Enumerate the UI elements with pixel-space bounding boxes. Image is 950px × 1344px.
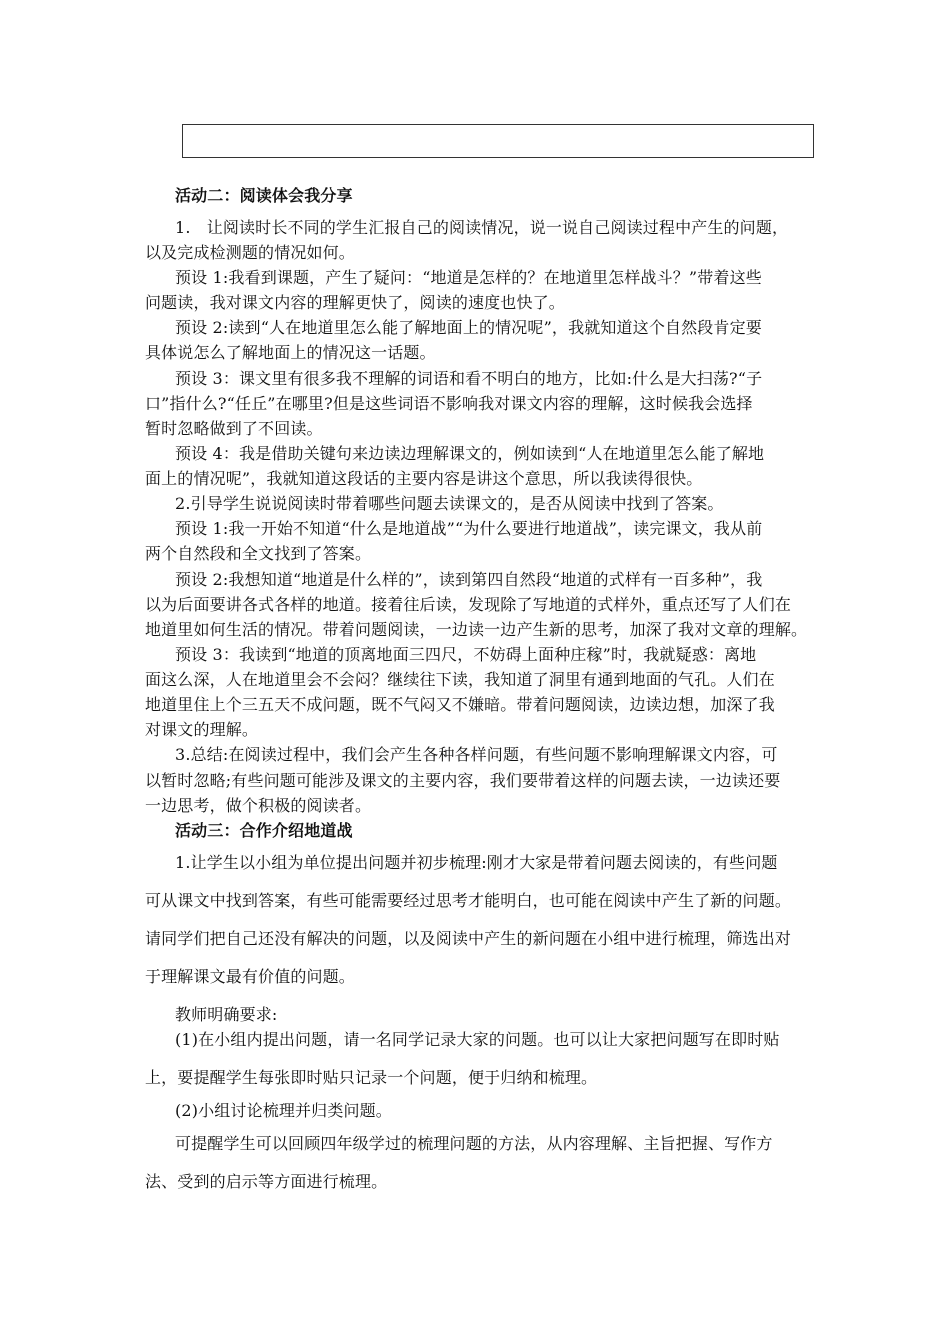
paragraph-line: 预设 1:我看到课题，产生了疑问：“地道是怎样的？在地道里怎样战斗？”带着这些 [175, 268, 762, 287]
paragraph-line: (1)在小组内提出问题，请一名同学记录大家的问题。也可以让大家把问题写在即时贴 [175, 1030, 780, 1049]
paragraph-line: 可提醒学生可以回顾四年级学过的梳理问题的方法，从内容理解、主旨把握、写作方 [175, 1134, 773, 1153]
activity2-heading: 活动二：阅读体会我分享 [175, 186, 353, 205]
paragraph-line: 预设 1:我一开始不知道“什么是地道战”“为什么要进行地道战”，读完课文，我从前 [175, 519, 763, 538]
paragraph-line: 预设 2:我想知道“地道是什么样的”，读到第四自然段“地道的式样有一百多种”，我 [175, 570, 763, 589]
paragraph-line: 于理解课文最有价值的问题。 [145, 967, 355, 986]
paragraph-line: 1. 让阅读时长不同的学生汇报自己的阅读情况，说一说自己阅读过程中产生的问题， [175, 218, 789, 237]
paragraph-line: 暂时忽略做到了不回读。 [145, 419, 323, 438]
paragraph-line: (2)小组讨论梳理并归类问题。 [175, 1101, 392, 1120]
activity3-heading: 活动三：合作介绍地道战 [175, 821, 353, 840]
paragraph-line: 具体说怎么了解地面上的情况这一话题。 [145, 343, 436, 362]
paragraph-line: 以暂时忽略;有些问题可能涉及课文的主要内容，我们要带着这样的问题去读，一边读还要 [145, 771, 781, 790]
paragraph-line: 上，要提醒学生每张即时贴只记录一个问题，便于归纳和梳理。 [145, 1068, 598, 1087]
paragraph-line: 面这么深，人在地道里会不会闷？继续往下读，我知道了洞里有通到地面的气孔。人们在 [145, 670, 775, 689]
paragraph-line: 一边思考，做个积极的阅读者。 [145, 796, 372, 815]
paragraph-line: 1.让学生以小组为单位提出问题并初步梳理:刚才大家是带着问题去阅读的，有些问题 [175, 853, 778, 872]
paragraph-line: 对课文的理解。 [145, 720, 259, 739]
paragraph-line: 以及完成检测题的情况如何。 [145, 243, 355, 262]
paragraph-line: 法、受到的启示等方面进行梳理。 [145, 1172, 388, 1191]
paragraph-line: 地道里如何生活的情况。带着问题阅读，一边读一边产生新的思考，加深了我对文章的理解。 [145, 620, 808, 639]
paragraph-line: 预设 4：我是借助关键句来边读边理解课文的，例如读到“人在地道里怎么能了解地 [175, 444, 765, 463]
paragraph-line: 口”指什么?“任丘”在哪里?但是这些词语不影响我对课文内容的理解，这时候我会选择 [145, 394, 753, 413]
paragraph-line: 3.总结:在阅读过程中，我们会产生各种各样问题，有些问题不影响理解课文内容，可 [175, 745, 778, 764]
paragraph-line: 可从课文中找到答案，有些可能需要经过思考才能明白，也可能在阅读中产生了新的问题。 [145, 891, 792, 910]
paragraph-line: 预设 2:读到“人在地道里怎么能了解地面上的情况呢”，我就知道这个自然段肯定要 [175, 318, 762, 337]
paragraph-line: 2.引导学生说说阅读时带着哪些问题去读课文的，是否从阅读中找到了答案。 [175, 494, 724, 513]
paragraph-line: 教师明确要求: [175, 1005, 278, 1024]
paragraph-line: 请同学们把自己还没有解决的问题，以及阅读中产生的新问题在小组中进行梳理，筛选出对 [145, 929, 792, 948]
paragraph-line: 以为后面要讲各式各样的地道。接着往后读，发现除了写地道的式样外，重点还写了人们在 [145, 595, 792, 614]
paragraph-line: 问题读，我对课文内容的理解更快了，阅读的速度也快了。 [145, 293, 565, 312]
paragraph-line: 预设 3：我读到“地道的顶离地面三四尺，不妨碍上面种庄稼”时，我就疑惑：离地 [175, 645, 757, 664]
paragraph-line: 地道里住上个三五天不成问题，既不气闷又不嫌暗。带着问题阅读，边读边想，加深了我 [145, 695, 775, 714]
paragraph-line: 两个自然段和全文找到了答案。 [145, 544, 372, 563]
answer-box [182, 124, 814, 158]
paragraph-line: 预设 3：课文里有很多我不理解的词语和看不明白的地方，比如:什么是大扫荡?“子 [175, 369, 763, 388]
paragraph-line: 面上的情况呢”，我就知道这段话的主要内容是讲这个意思，所以我读得很快。 [145, 469, 703, 488]
